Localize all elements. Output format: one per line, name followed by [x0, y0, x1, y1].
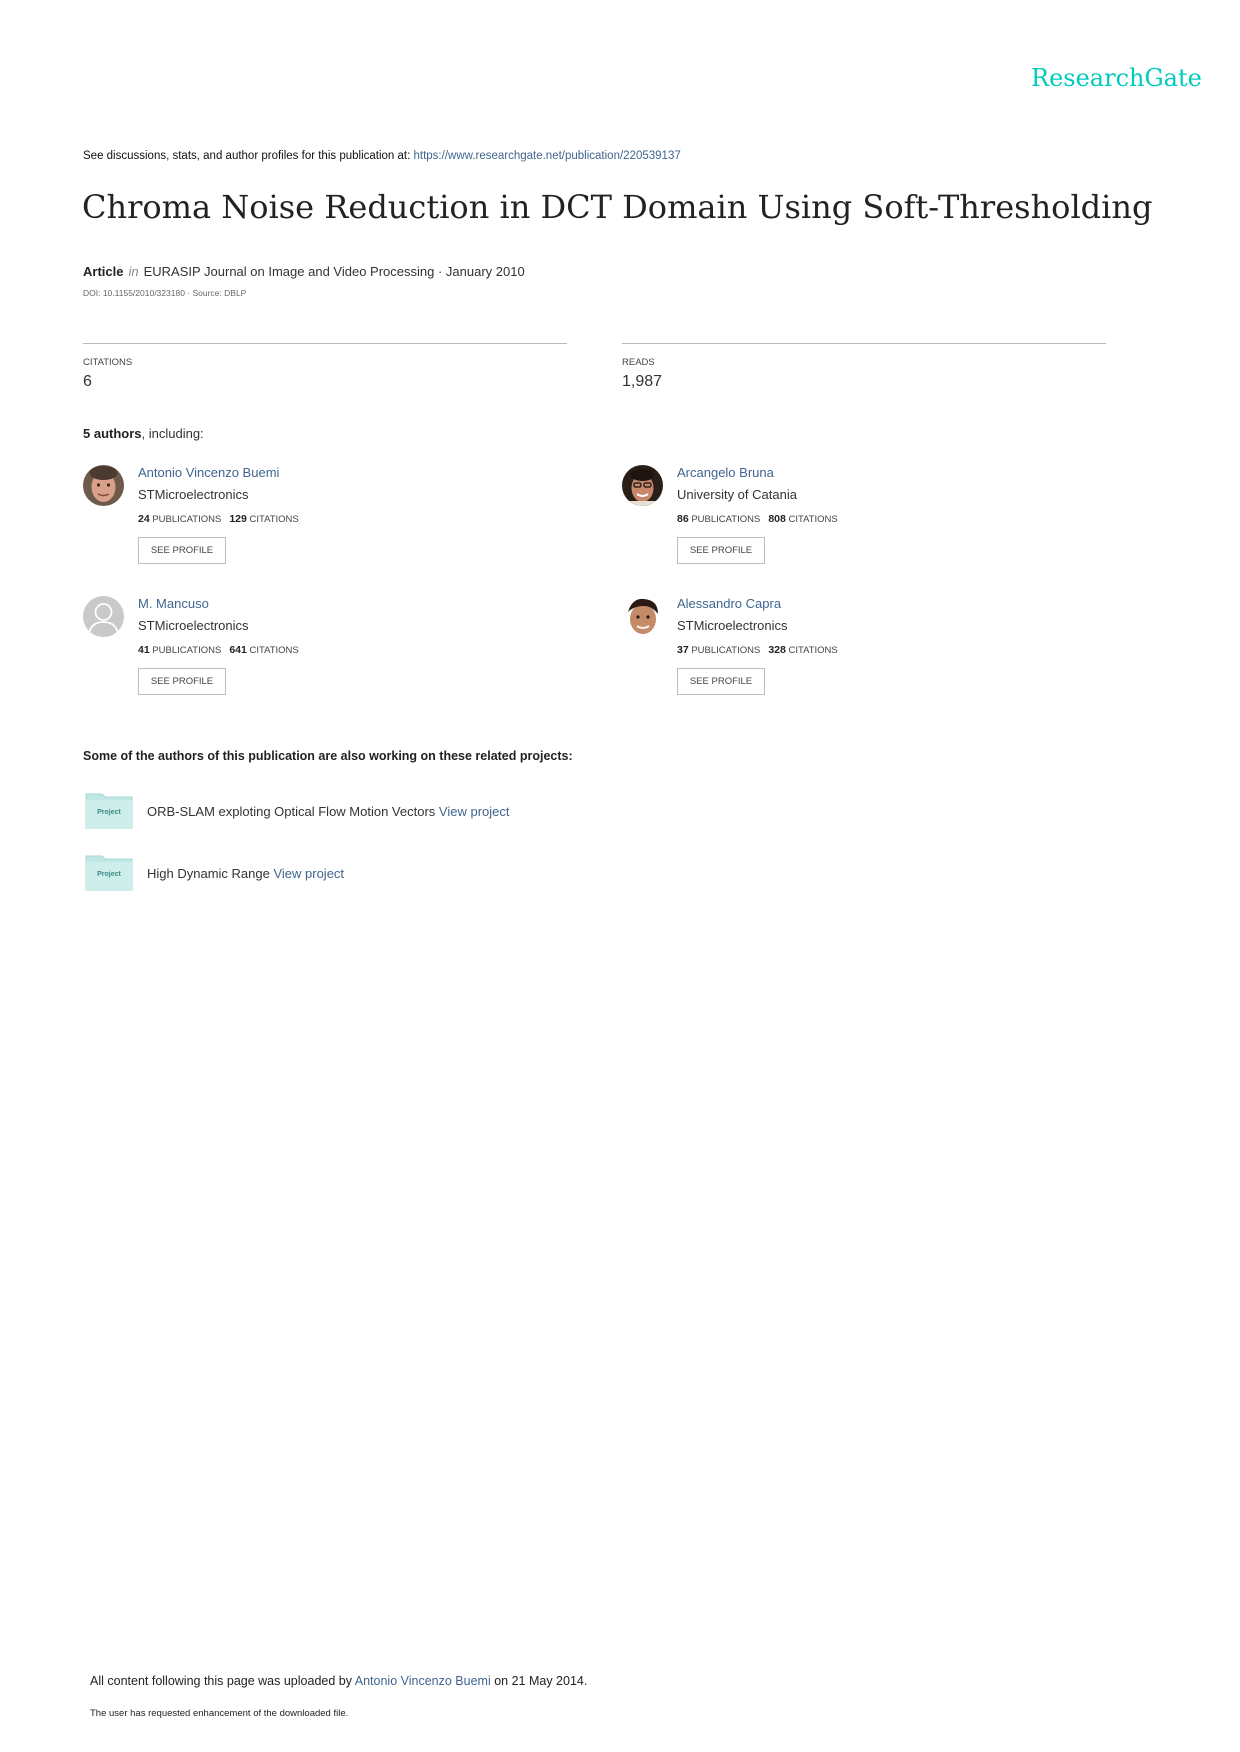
- authors-count: 5 authors: [83, 426, 142, 441]
- discussion-text: See discussions, stats, and author profiles for this publication at:: [83, 150, 414, 162]
- author-institution: University of Catania: [677, 487, 797, 502]
- reads-divider: [622, 343, 1106, 344]
- publication-url-link[interactable]: https://www.researchgate.net/publication/220539137: [413, 150, 681, 162]
- project-folder-icon: [85, 791, 133, 829]
- publications-count: 37: [677, 644, 689, 656]
- citations-divider: [83, 343, 567, 344]
- author-institution: STMicroelectronics: [677, 618, 788, 633]
- see-profile-button[interactable]: SEE PROFILE: [677, 668, 765, 695]
- publication-type: Article: [83, 264, 124, 279]
- upload-suffix: on 21 May 2014.: [490, 1674, 588, 1688]
- upload-prefix: All content following this page was uploaded by: [90, 1674, 355, 1688]
- author-stats: [677, 513, 838, 525]
- in-label: in: [128, 264, 139, 279]
- avatar-photo-icon: [622, 596, 663, 637]
- author-name-link[interactable]: Antonio Vincenzo Buemi: [138, 465, 280, 480]
- view-project-link[interactable]: View project: [273, 866, 345, 881]
- author-card: [83, 596, 563, 716]
- view-project-link[interactable]: View project: [438, 804, 510, 819]
- see-profile-button[interactable]: SEE PROFILE: [677, 537, 765, 564]
- see-profile-button[interactable]: SEE PROFILE: [138, 537, 226, 564]
- publications-count: 41: [138, 644, 150, 656]
- citations-label: CITATIONS: [249, 514, 299, 525]
- publications-label: PUBLICATIONS: [691, 645, 761, 656]
- project-folder-icon: [85, 853, 133, 891]
- project-item: [85, 791, 785, 831]
- project-item: [85, 853, 785, 893]
- citations-label: CITATIONS: [788, 514, 838, 525]
- authors-suffix: , including:: [141, 426, 204, 441]
- publications-count: 24: [138, 513, 150, 525]
- author-name-link[interactable]: Alessandro Capra: [677, 596, 782, 611]
- related-projects-heading: Some of the authors of this publication are also working on these related projects:: [83, 749, 573, 763]
- publications-label: PUBLICATIONS: [152, 645, 222, 656]
- citations-count: 328: [768, 644, 786, 656]
- citations-label: CITATIONS: [788, 645, 838, 656]
- avatar-photo-icon: [622, 465, 663, 506]
- avatar-photo-icon: [83, 465, 124, 506]
- citations-count: 129: [229, 513, 247, 525]
- avatar[interactable]: [622, 596, 663, 637]
- author-stats: [138, 644, 299, 656]
- author-card: [83, 465, 563, 585]
- venue-date[interactable]: EURASIP Journal on Image and Video Processing · January 2010: [143, 264, 525, 279]
- see-profile-button[interactable]: SEE PROFILE: [138, 668, 226, 695]
- default-user-icon: [83, 596, 124, 637]
- project-icon-label: Project: [97, 809, 121, 816]
- project-title: High Dynamic Range: [147, 866, 270, 881]
- upload-note: [90, 1674, 587, 1688]
- author-name-link[interactable]: Arcangelo Bruna: [677, 465, 774, 480]
- researchgate-logo[interactable]: ResearchGate: [1031, 64, 1202, 92]
- avatar[interactable]: [83, 596, 124, 637]
- author-stats: [677, 644, 838, 656]
- publication-title: Chroma Noise Reduction in DCT Domain Using Soft-Thresholding: [82, 188, 1153, 226]
- project-title: ORB-SLAM exploting Optical Flow Motion Vectors: [147, 804, 436, 819]
- project-icon-label: Project: [97, 871, 121, 878]
- avatar[interactable]: [622, 465, 663, 506]
- reads-label: READS: [622, 357, 655, 368]
- doi-source: DOI: 10.1155/2010/323180 · Source: DBLP: [83, 288, 247, 298]
- author-name-link[interactable]: M. Mancuso: [138, 596, 209, 611]
- uploader-link[interactable]: Antonio Vincenzo Buemi: [354, 1674, 491, 1688]
- publication-meta: [83, 264, 525, 279]
- publications-label: PUBLICATIONS: [152, 514, 222, 525]
- citations-count: 641: [229, 644, 247, 656]
- avatar[interactable]: [83, 465, 124, 506]
- author-institution: STMicroelectronics: [138, 618, 249, 633]
- author-card: [622, 465, 1102, 585]
- enhancement-note: The user has requested enhancement of the downloaded file.: [90, 1708, 349, 1719]
- discussion-line: [83, 150, 681, 162]
- author-card: [622, 596, 1102, 716]
- citations-count: 808: [768, 513, 786, 525]
- author-institution: STMicroelectronics: [138, 487, 249, 502]
- project-text: [147, 804, 509, 819]
- citations-label: CITATIONS: [83, 357, 133, 368]
- project-text: [147, 866, 344, 881]
- reads-value: 1,987: [622, 373, 663, 390]
- authors-heading: [83, 426, 204, 441]
- publications-count: 86: [677, 513, 689, 525]
- citations-label: CITATIONS: [249, 645, 299, 656]
- author-stats: [138, 513, 299, 525]
- publications-label: PUBLICATIONS: [691, 514, 761, 525]
- citations-value: 6: [83, 373, 92, 390]
